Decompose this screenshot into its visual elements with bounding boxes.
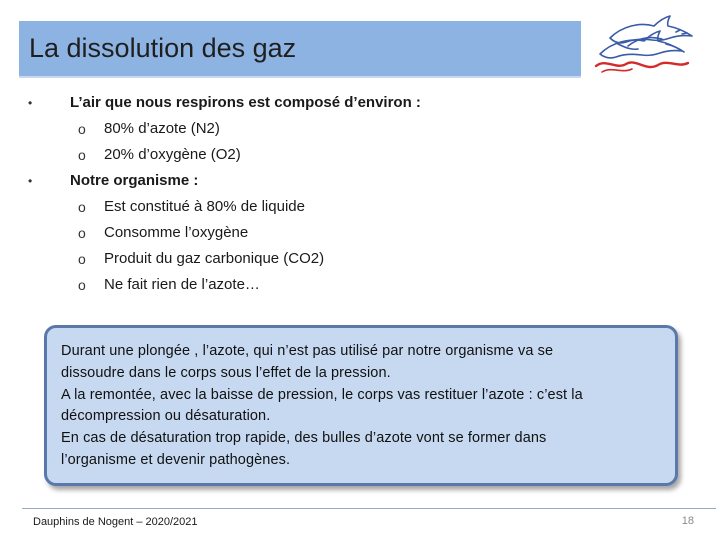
sub-bullet-text: Ne fait rien de l’azote…: [104, 276, 260, 293]
bullet-marker: •: [28, 174, 33, 188]
callout-line: En cas de désaturation trop rapide, des bulles d’azote vont se former dans: [61, 430, 547, 447]
sub-bullet-text: Produit du gaz carbonique (CO2): [104, 250, 325, 267]
page-number: 18: [681, 515, 694, 527]
sub-bullet-item: [28, 246, 588, 272]
sub-bullet-marker: o: [78, 251, 86, 267]
sub-bullet-text: 80% d’azote (N2): [104, 120, 220, 137]
callout-line: A la remontée, avec la baisse de pression, le corps vas restituer l’azote : c’est la: [61, 386, 583, 403]
sub-bullet-marker: o: [78, 147, 86, 163]
bullet-text: L’air que nous respirons est composé d’environ :: [70, 94, 421, 111]
sub-bullet-text: Consomme l’oxygène: [104, 224, 249, 241]
bullet-text: Notre organisme :: [70, 172, 199, 189]
footer-text: Dauphins de Nogent – 2020/2021: [33, 516, 198, 528]
callout-line: décompression ou désaturation.: [61, 408, 271, 425]
callout-line: Durant une plongée , l’azote, qui n’est pas utilisé par notre organisme va se: [61, 343, 554, 359]
bullet-item: [28, 168, 588, 194]
sub-bullet-item: [28, 220, 588, 246]
sub-bullet-marker: o: [78, 277, 86, 293]
slide-title: La dissolution des gaz: [29, 33, 297, 63]
explanation-callout: [44, 325, 678, 486]
bullet-item: [28, 90, 588, 116]
sub-bullet-item: [28, 194, 588, 220]
title-bar: [19, 21, 581, 78]
sub-bullet-marker: o: [78, 121, 86, 137]
callout-line: l’organisme et devenir pathogènes.: [61, 451, 291, 468]
bullet-marker: •: [28, 96, 33, 110]
bullet-list: [28, 90, 588, 298]
sub-bullet-marker: o: [78, 199, 86, 215]
sub-bullet-item: [28, 116, 588, 142]
dolphins-logo-icon: [588, 8, 708, 80]
sub-bullet-marker: o: [78, 225, 86, 241]
sub-bullet-item: [28, 272, 588, 298]
footer-divider: [22, 508, 716, 509]
callout-line: dissoudre dans le corps sous l’effet de la pression.: [61, 364, 391, 381]
sub-bullet-item: [28, 142, 588, 168]
sub-bullet-text: Est constitué à 80% de liquide: [104, 198, 305, 215]
sub-bullet-text: 20% d’oxygène (O2): [104, 146, 241, 163]
